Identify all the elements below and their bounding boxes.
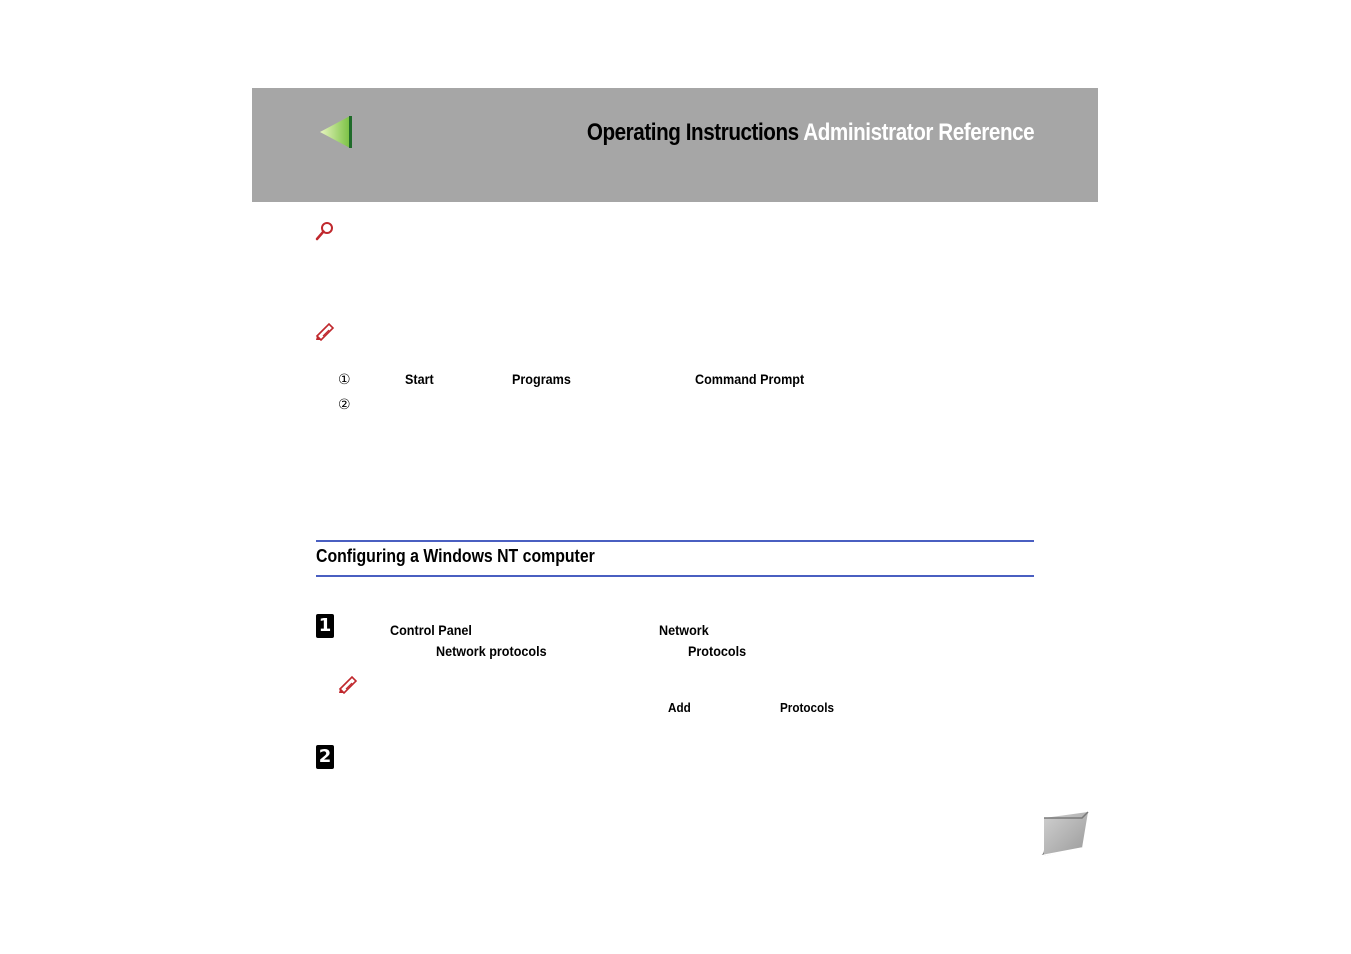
step-marker-2: ② — [338, 397, 351, 413]
label-protocols-note: Protocols — [780, 700, 834, 715]
menu-label-start: Start — [405, 371, 434, 387]
menu-label-programs: Programs — [512, 371, 571, 387]
label-control-panel: Control Panel — [390, 622, 472, 638]
page-turn-icon[interactable] — [1038, 810, 1090, 858]
magnifier-icon — [315, 221, 335, 241]
triangle-back-icon[interactable] — [318, 114, 354, 150]
pencil-note-icon — [337, 674, 359, 694]
label-network: Network — [659, 622, 709, 638]
section-rule-bottom — [316, 575, 1034, 577]
manual-title: Operating Instructions — [586, 119, 799, 146]
menu-label-command-prompt: Command Prompt — [695, 371, 805, 387]
manual-subtitle: Administrator Reference — [803, 119, 1034, 146]
section-heading: Configuring a Windows NT computer — [316, 546, 595, 566]
step-number-2: 2 — [316, 745, 334, 769]
step-marker-1: ① — [338, 372, 351, 388]
label-protocols: Protocols — [688, 643, 747, 659]
page-title — [587, 119, 1034, 147]
step-number-1: 1 — [316, 614, 334, 638]
pencil-note-icon — [314, 321, 336, 341]
label-add: Add — [668, 700, 691, 715]
label-network-protocols: Network protocols — [436, 643, 547, 659]
section-rule-top — [316, 540, 1034, 542]
